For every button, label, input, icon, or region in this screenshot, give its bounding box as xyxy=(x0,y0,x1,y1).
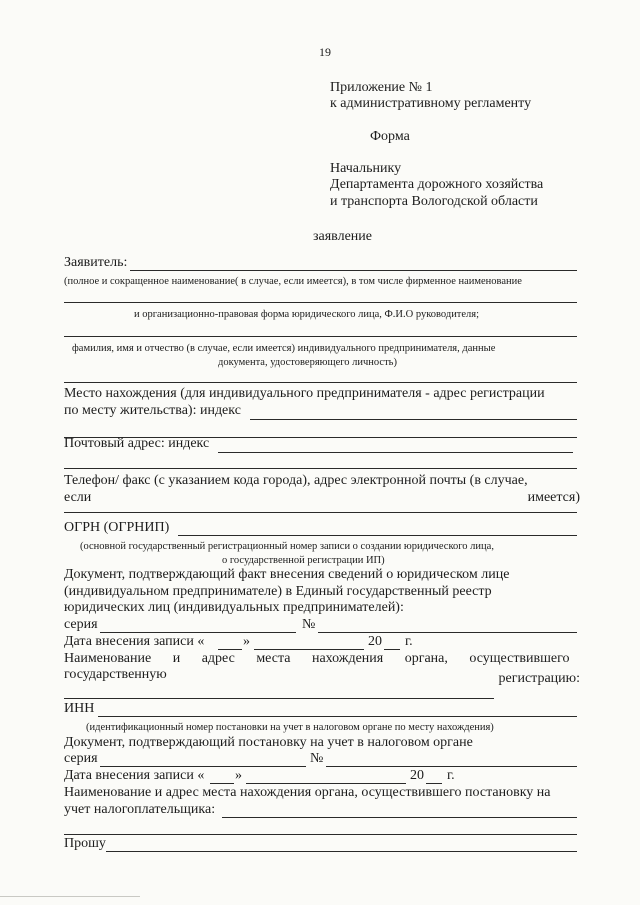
applicant-label: Заявитель: xyxy=(64,255,128,270)
phone-label-1: Телефон/ факс (с указанием кода города), адрес электронной почты (в случае, xyxy=(64,473,528,488)
scan-edge-mark xyxy=(0,896,140,897)
doc1-label-2: (индивидуальном предпринимателе) в Единый государственный реестр xyxy=(64,584,492,599)
applicant-hint-4: документа, удостоверяющего личность) xyxy=(218,357,397,368)
postal-label: Почтовый адрес: индекс xyxy=(64,436,210,451)
regulation-ref: к административному регламенту xyxy=(330,96,532,111)
ogrn-hint-1: (основной государственный регистрационный номер записи о создании юридического лица, xyxy=(80,541,494,552)
date2-close-quote: » xyxy=(235,768,242,783)
applicant-hint-3: фамилия, имя и отчество (в случае, если имеется) индивидуального предпринимателя, данные xyxy=(72,343,496,354)
date2-label: Дата внесения записи « xyxy=(64,768,205,783)
document-title: заявление xyxy=(313,229,373,244)
inn-line xyxy=(98,716,577,717)
postal-index-line xyxy=(218,452,573,453)
ogrn-label: ОГРН (ОГРНИП) xyxy=(64,520,170,535)
applicant-line-4 xyxy=(64,382,577,383)
applicant-hint-2: и организационно-правовая форма юридического лица, Ф.И.О руководителя; xyxy=(134,309,480,320)
phone-label-2a: если xyxy=(64,490,92,505)
addressee-line-3: и транспорта Вологодской области xyxy=(330,194,538,209)
date1-year-prefix: 20 xyxy=(368,634,382,649)
date2-year-line xyxy=(426,783,442,784)
applicant-line xyxy=(130,270,577,271)
org1-label-2b: регистрацию: xyxy=(498,671,580,686)
phone-label-2b: имеется) xyxy=(527,490,580,505)
applicant-line-2 xyxy=(64,302,577,303)
phone-line xyxy=(64,512,577,513)
location-label-2: по месту жительства): индекс xyxy=(64,403,241,418)
date1-month-line xyxy=(254,649,364,650)
series2-label: серия xyxy=(64,751,98,766)
date2-year-suffix: г. xyxy=(447,768,455,783)
number-label: № xyxy=(302,617,316,632)
date1-label: Дата внесения записи « xyxy=(64,634,205,649)
applicant-hint-1: (полное и сокращенное наименование( в случае, если имеется), в том числе фирменное наименование xyxy=(64,276,522,287)
location-index-line xyxy=(250,419,577,420)
date2-year-prefix: 20 xyxy=(410,768,424,783)
ogrn-hint-2: о государственной регистрации ИП) xyxy=(222,555,385,566)
date1-close-quote: » xyxy=(243,634,250,649)
number-line xyxy=(318,632,577,633)
date1-year-line xyxy=(384,649,400,650)
number2-line xyxy=(326,766,577,767)
series-line xyxy=(100,632,296,633)
doc2-label-1: Документ, подтверждающий постановку на учет в налоговом органе xyxy=(64,735,473,750)
number2-label: № xyxy=(310,751,324,766)
org2-label-1: Наименование и адрес места нахождения органа, осуществившего постановку на xyxy=(64,785,551,800)
doc1-label-3: юридических лиц (индивидуальных предпринимателей): xyxy=(64,600,404,615)
org1-line xyxy=(64,698,494,699)
addressee-line-2: Департамента дорожного хозяйства xyxy=(330,177,544,192)
appendix-title: Приложение № 1 xyxy=(330,80,433,95)
series-label: серия xyxy=(64,617,98,632)
date2-day-line xyxy=(210,783,234,784)
date1-year-suffix: г. xyxy=(405,634,413,649)
form-label: Форма xyxy=(370,129,410,144)
series2-line xyxy=(100,766,306,767)
applicant-line-3 xyxy=(64,336,577,337)
org2-label-2: учет налогоплательщика: xyxy=(64,802,216,817)
org2-line-2 xyxy=(64,834,577,835)
page-number: 19 xyxy=(319,45,331,59)
date2-month-line xyxy=(246,783,406,784)
location-label-1: Место нахождения (для индивидуального предпринимателя - адрес регистрации xyxy=(64,386,545,401)
postal-line-2 xyxy=(64,468,577,469)
ogrn-line xyxy=(178,535,577,536)
org2-line xyxy=(222,817,577,818)
doc1-label-1: Документ, подтверждающий факт внесения сведений о юридическом лице xyxy=(64,567,510,582)
org1-label-1: Наименование и адрес места нахождения органа, осуществившего xyxy=(64,651,570,666)
request-line xyxy=(106,851,577,852)
inn-label: ИНН xyxy=(64,701,95,716)
request-label: Прошу xyxy=(64,836,106,851)
addressee-line-1: Начальнику xyxy=(330,161,402,176)
org1-label-2a: государственную xyxy=(64,667,167,682)
date1-day-line xyxy=(218,649,242,650)
inn-hint: (идентификационный номер постановки на учет в налоговом органе по месту нахождения) xyxy=(86,722,494,733)
